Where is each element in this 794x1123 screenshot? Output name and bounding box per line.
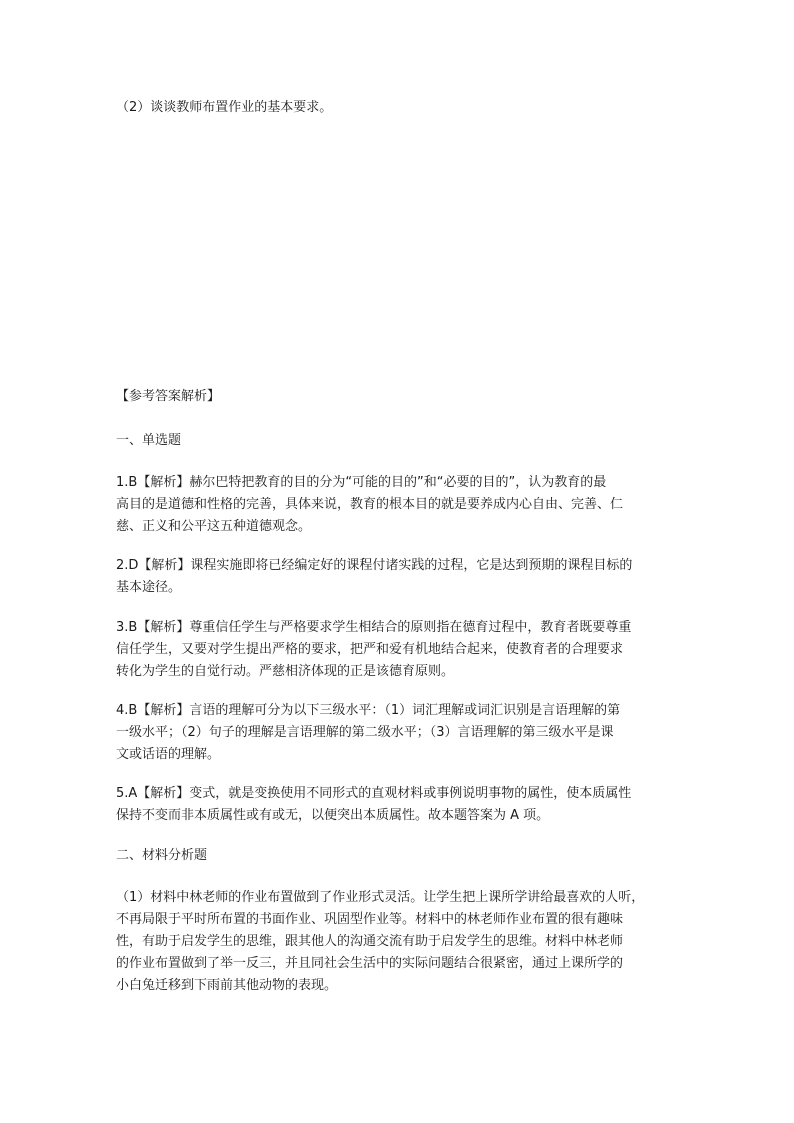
answer-item-2 [116, 555, 676, 599]
answer-line: 慈、正义和公平这五种道德观念。 [116, 519, 312, 534]
answer-line: 保持不变而非本质属性或有或无，以便突出本质属性。故本题答案为 A 项。 [116, 808, 550, 823]
section-1-heading [116, 430, 676, 452]
answer-line: 不再局限于平时所布置的书面作业、巩固型作业等。材料中的林老师作业布置的很有趣味 [116, 912, 624, 927]
answer-item-1 [116, 472, 676, 538]
answer-line: 高目的是道德和性格的完善，具体来说，教育的根本目的就是要养成内心自由、完善、仁 [116, 497, 624, 512]
answer-title [116, 386, 676, 408]
question-2 [116, 97, 676, 119]
answer-line: 转化为学生的自觉行动。严慈相济体现的正是该德育原则。 [116, 664, 455, 679]
answer-title-text: 【参考答案解析】 [116, 389, 221, 404]
section-2-title: 二、材料分析题 [116, 848, 208, 863]
answer-line: 文或话语的理解。 [116, 747, 221, 762]
answer-line: 一级水平；（2）句子的理解是言语理解的第二级水平；（3）言语理解的第三级水平是课 [116, 725, 614, 740]
answer-item-5 [116, 783, 676, 827]
answer-item-3 [116, 617, 676, 683]
material-answer [116, 887, 676, 997]
answer-line: 小白兔迁移到下雨前其他动物的表现。 [116, 978, 338, 993]
answer-line: 4.B【解析】言语的理解可分为以下三级水平：（1）词汇理解或词汇识别是言语理解的第 [116, 703, 621, 718]
answer-line: 3.B【解析】尊重信任学生与严格要求学生相结合的原则指在德育过程中，教育者既要尊重 [116, 620, 632, 635]
answer-line: 基本途径。 [116, 580, 182, 595]
answer-line: 5.A【解析】变式，就是变换使用不同形式的直观材料或事例说明事物的属性，使本质属性 [116, 786, 632, 801]
section-1-title: 一、单选题 [116, 433, 182, 448]
section-2-heading [116, 845, 676, 867]
answer-line: 信任学生，又要对学生提出严格的要求，把严和爱有机地结合起来，使教育者的合理要求 [116, 642, 624, 657]
answer-line: 性，有助于启发学生的思维，跟其他人的沟通交流有助于启发学生的思维。材料中林老师 [116, 934, 624, 949]
answer-line: （1）材料中林老师的作业布置做到了作业形式灵活。让学生把上课所学讲给最喜欢的人听， [116, 890, 645, 905]
answer-line: 2.D【解析】课程实施即将已经编定好的课程付诸实践的过程，它是达到预期的课程目标的 [116, 558, 633, 573]
answer-line: 1.B【解析】赫尔巴特把教育的目的分为“可能的目的”和“必要的目的”，认为教育的最 [116, 475, 607, 490]
answer-line: 的作业布置做到了举一反三，并且同社会生活中的实际问题结合很紧密，通过上课所学的 [116, 956, 624, 971]
answer-item-4 [116, 700, 676, 766]
question-text: （2）谈谈教师布置作业的基本要求。 [116, 100, 333, 115]
